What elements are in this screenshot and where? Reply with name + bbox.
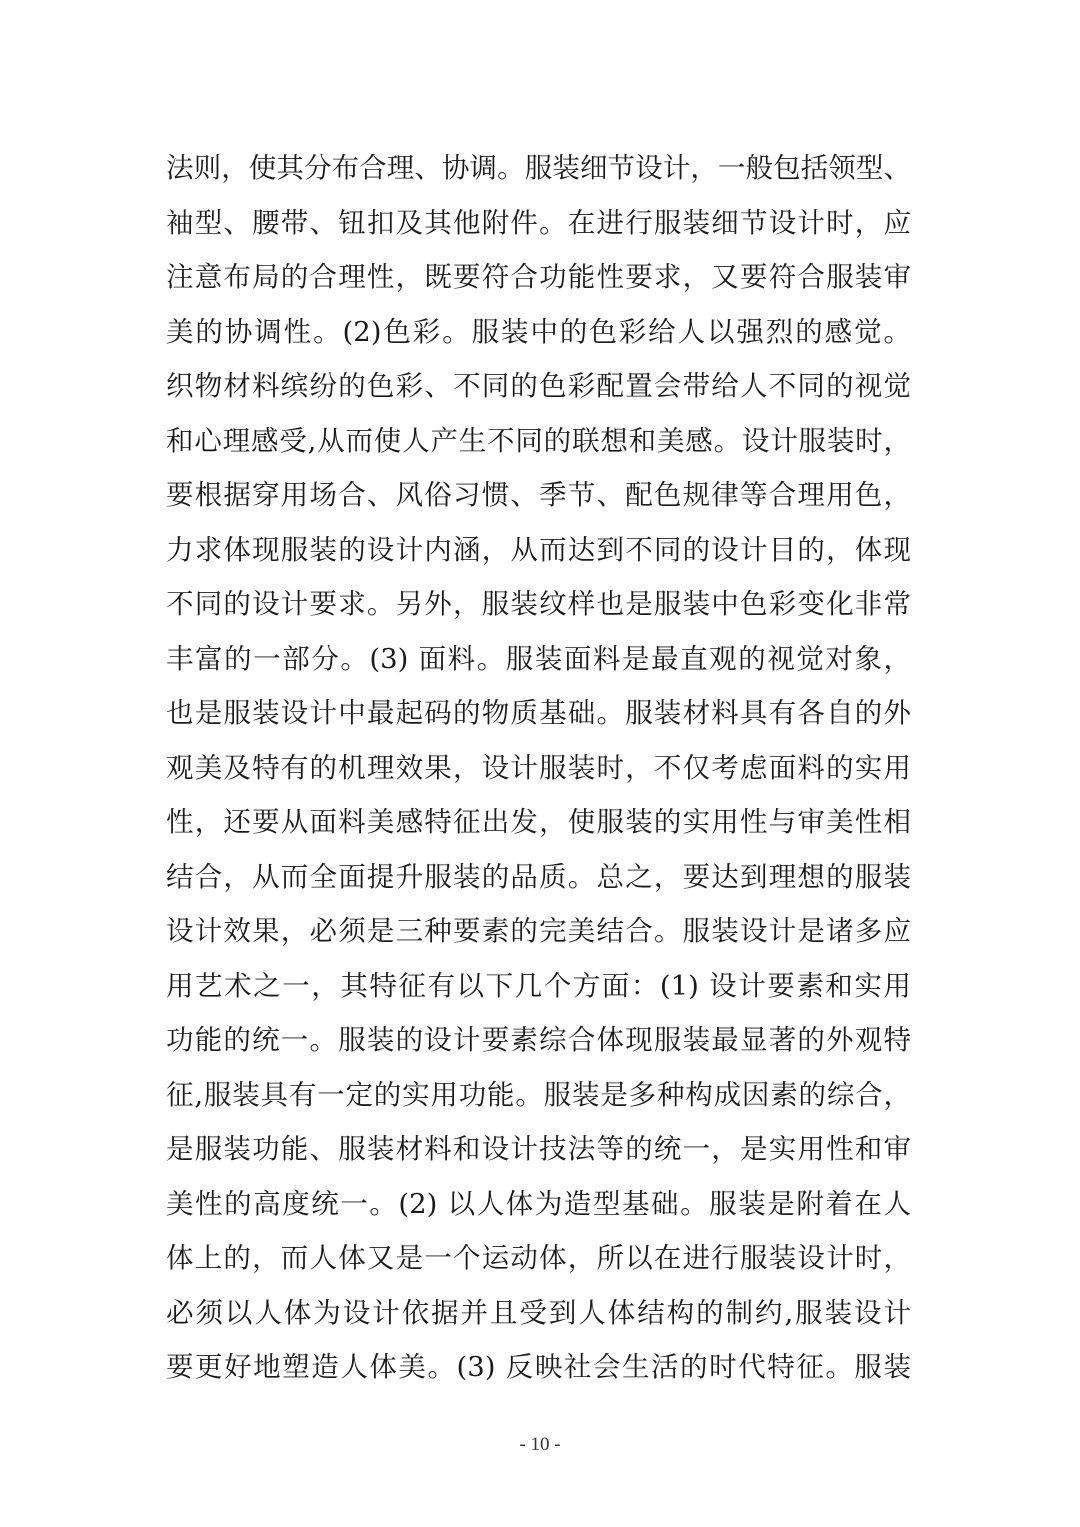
text-line: 是服装功能、服装材料和设计技法等的统一，是实用性和审 [166,1133,911,1165]
text-line: 美的协调性。(2)色彩。服装中的色彩给人以强烈的感觉。 [166,315,911,348]
text-line: 法则，使其分布合理、协调。服装细节设计，一般包括领型、 [166,152,911,184]
text-line: 要更好地塑造人体美。(3) 反映社会生活的时代特征。服装 [166,1351,911,1383]
text-line: 织物材料缤纷的色彩、不同的色彩配置会带给人不同的视觉 [166,370,911,402]
text-line: 用艺术之一，其特征有以下几个方面：(1) 设计要素和实用 [166,969,911,1002]
text-line: 和心理感受,从而使人产生不同的联想和美感。设计服装时， [166,424,911,457]
text-line: 体上的，而人体又是一个运动体，所以在进行服装设计时， [166,1242,911,1274]
text-line: 丰富的一部分。(3) 面料。服装面料是最直观的视觉对象， [166,642,911,675]
text-line: 性，还要从面料美感特征出发，使服装的实用性与审美性相 [166,806,911,838]
text-line: 结合，从而全面提升服装的品质。总之，要达到理想的服装 [166,860,911,893]
body-text [166,141,911,1395]
text-line: 也是服装设计中最起码的物质基础。服装材料具有各自的外 [166,697,911,729]
text-line: 要根据穿用场合、风俗习惯、季节、配色规律等合理用色， [166,479,911,511]
text-line: 不同的设计要求。另外，服装纹样也是服装中色彩变化非常 [166,588,911,620]
text-line: 注意布局的合理性，既要符合功能性要求，又要符合服装审 [166,261,911,293]
text-line: 美性的高度统一。(2) 以人体为造型基础。服装是附着在人 [166,1187,911,1220]
text-line: 设计效果，必须是三种要素的完美结合。服装设计是诸多应 [166,915,911,947]
text-line: 征,服装具有一定的实用功能。服装是多种构成因素的综合， [166,1078,911,1111]
text-line: 力求体现服装的设计内涵，从而达到不同的设计目的，体现 [166,533,911,566]
text-line: 功能的统一。服装的设计要素综合体现服装最显著的外观特 [166,1024,911,1056]
text-line: 袖型、腰带、钮扣及其他附件。在进行服装细节设计时，应 [166,206,911,239]
page-number: - 10 - [519,1434,561,1455]
text-line: 必须以人体为设计依据并且受到人体结构的制约,服装设计 [166,1296,911,1329]
text-line: 观美及特有的机理效果，设计服装时，不仅考虑面料的实用 [166,751,911,784]
